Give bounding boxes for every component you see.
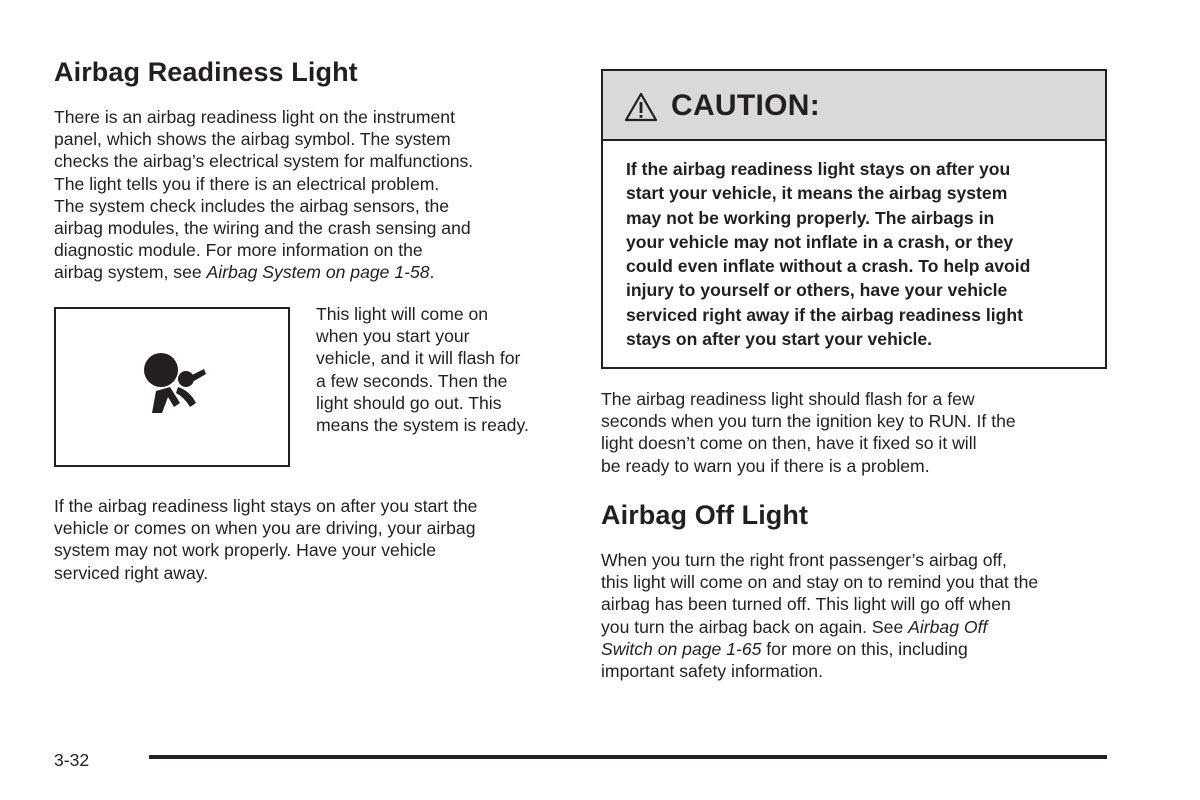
caution-header xyxy=(603,71,1105,141)
airbag-off-paragraph xyxy=(601,549,1038,682)
caution-box xyxy=(601,69,1107,369)
airbag-off-text: When you turn the right front passenger’s airbag off, this light will come on and stay on to remind you that the airbag has been turned off. This light will go off when you turn the airbag back on again. See xyxy=(601,550,1039,637)
caution-body: If the airbag readiness light stays on after you start your vehicle, it means the airbag system may not be working properly. The airbags in your vehicle may not inflate in a crash, or they could even inflate without a crash. To help avoid injury to yourself or others, have your vehicle serviced right away if the airbag readiness light stays on after you start your vehicle. xyxy=(626,159,1031,350)
readiness-intro-paragraph xyxy=(54,106,473,284)
airbag-off-end: for more on this, including important safety information. xyxy=(601,638,968,682)
symbol-caption: This light will come on when you start your vehicle, and it will flash for a few seconds. Then the light should go out. This means the system is ready. xyxy=(316,304,529,436)
readiness-intro-text: There is an airbag readiness light on the instrument panel, which shows the airbag symbol. The system checks the airbag’s electrical system for malfunctions. The light tells you if there is an electrical problem. The system check includes the airbag sensors, the airbag modules, the wiring and the crash sensing and diagnostic module. For more information on the airbag system, see xyxy=(54,107,474,283)
stays-on-paragraph: If the airbag readiness light stays on after you start the vehicle or comes on when you are driving, your airbag system may not work properly. Have your vehicle serviced right away. xyxy=(54,496,478,583)
footer-rule xyxy=(149,755,1107,759)
caution-title: CAUTION: xyxy=(671,89,821,122)
airbag-symbol-box xyxy=(54,307,290,467)
readiness-intro-end: . xyxy=(429,262,435,283)
airbag-system-page-reference[interactable]: Airbag System on page 1-58 xyxy=(206,262,430,283)
airbag-occupant-icon xyxy=(138,351,210,421)
flash-paragraph: The airbag readiness light should flash for a few seconds when you turn the ignition key to RUN. If the light doesn’t come on then, have it fixed so it will be ready to warn you if there is a problem. xyxy=(601,389,1016,476)
page-number: 3-32 xyxy=(54,750,90,770)
airbag-off-switch-page-reference[interactable]: Airbag Off Switch on page 1-65 xyxy=(601,616,988,659)
warning-triangle-icon xyxy=(623,91,659,123)
section-heading-airbag-readiness-light: Airbag Readiness Light xyxy=(54,57,358,87)
section-heading-airbag-off-light: Airbag Off Light xyxy=(601,500,809,530)
